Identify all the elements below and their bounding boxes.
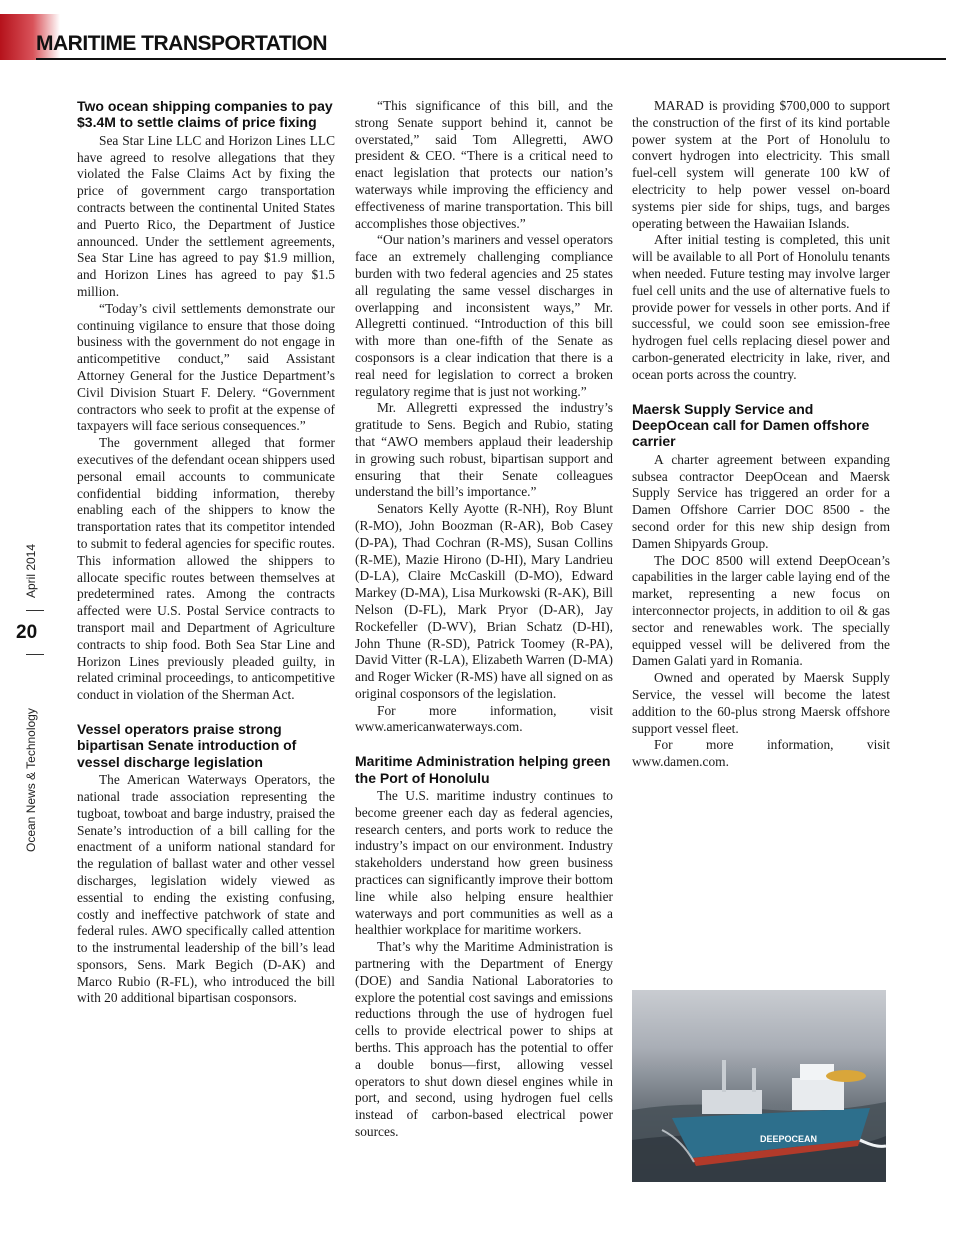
ship-illustration	[632, 990, 886, 1182]
article-paragraph: Owned and operated by Maersk Supply Service, the vessel will become the latest addition to the 60-plus strong Maersk offshore support vessel fleet.	[632, 670, 890, 736]
hull-lettering: DEEPOCEAN	[760, 1134, 818, 1144]
folio-divider	[26, 654, 44, 655]
ship-superstructure	[792, 1078, 844, 1110]
vessel-photo	[632, 990, 886, 1182]
article-headline: Two ocean shipping companies to pay $3.4M to settle claims of price fixing	[77, 98, 333, 131]
section-header	[0, 14, 960, 60]
article-paragraph: The American Waterways Operators, the national trade association representing the tugboat, towboat and barge industry, praised the Senate’s introduction of a bill calling for the enactment of a uniform national standard for the regulation of ballast water and other vessel discharges, legislation widely viewed as essential to ending the existing confusing, costly and ineffective patchwork of state and federal rules. AWO specifically called attention to the instrumental leadership of the bill’s lead sponsors, Sens. Mark Begich (D-AK) and Marco Rubio (R-FL), who introduced the bill with 20 additional bipartisan cosponsors.	[77, 772, 335, 1006]
article-headline: Vessel operators praise strong bipartisan Senate introduction of vessel discharge legislation	[77, 720, 297, 770]
issue-date: April 2014	[24, 543, 38, 598]
header-rule	[36, 58, 946, 60]
article-paragraph: After initial testing is completed, this unit will be available to all Port of Honolulu tenants when needed. Future testing may involve larger fuel cell units and the use of alternative fuels to provide power for vessels in other ports. And if successful, we could soon see emission-free hydrogen fuel cells replacing diesel power and carbon-generated electricity in lake, river, and ocean ports across the country.	[632, 232, 890, 382]
column-1	[77, 98, 335, 1007]
article-paragraph: The U.S. maritime industry continues to become greener each day as federal agencies, research centers, and ports work to reduce the industry’s impact on our environment. Industry stakeholders understand how green business practices can significantly improve their bottom line while also helping ensure healthier waterways and port communities as well as a healthier workplace for maritime workers.	[355, 788, 613, 938]
column-3	[632, 98, 890, 771]
section-title: MARITIME TRANSPORTATION	[36, 32, 328, 55]
article-paragraph: The DOC 8500 will extend DeepOcean’s capabilities in the larger cable laying end of the market, representing a new focus on interconnector projects, in addition to oil & gas sector and renewables work. The specially equipped vessel will be delivered from the Damen Galati yard in Romania.	[632, 552, 890, 669]
helideck	[826, 1070, 866, 1082]
folio-divider	[26, 610, 44, 611]
article-paragraph: Senators Kelly Ayotte (R-NH), Roy Blunt (R-MO), John Boozman (R-AR), Bob Casey (D-PA), Thad Cochran (R-MS), Susan Collins (R-ME), Mazie Hirono (D-HI), Mary Landrieu (D-LA), Claire McCaskill (D-MO), Edward Markey (D-MA), Lisa Murkowski (R-AK), Bill Nelson (D-FL), Mark Pryor (D-AR), Jay Rockefeller (D-WV), Brian Schatz (D-HI), John Thune (R-SD), Patrick Toomey (R-PA), David Vitter (R-LA), Elizabeth Warren (D-MA) and Roger Wicker (R-MS) have all signed on as original cosponsors of the legislation.	[355, 501, 613, 701]
article-paragraph: “This significance of this bill, and the strong Senate support behind it, cannot be overstated,” said Tom Allegretti, AWO president & CEO. “There is a critical need to enact legislation that protects our nation’s waterways while improving the efficiency and effectiveness of marine transportation. This bill accomplishes those objectives.”	[355, 98, 613, 231]
article-paragraph: “Today’s civil settlements demonstrate our continuing vigilance to ensure that those doing business with the government do not engage in anticompetitive conduct,” said Assistant Attorney General for the Justice Department’s Civil Division Stuart F. Delery. “Government contractors who seek to profit at the expense of taxpayers will face serious consequences.”	[77, 300, 335, 434]
side-folio	[18, 530, 58, 850]
article-paragraph: Sea Star Line LLC and Horizon Lines LLC have agreed to resolve allegations that they violated the False Claims Act by fixing the price of government cargo transportation contracts between the continental United States and Puerto Rico, the Department of Justice announced. Under the settlement agreements, Sea Star Line has agreed to pay $1.9 million, and Horizon Lines has agreed to pay $1.5 million.	[77, 132, 335, 299]
article-paragraph: Mr. Allegretti expressed the industry’s gratitude to Sens. Begich and Rubio, stating that “AWO members applaud their leadership in growing such robust, bipartisan support and ensuring that their Senate colleagues understand the bill’s importance.”	[355, 400, 613, 500]
article-paragraph: A charter agreement between expanding subsea contractor DeepOcean and Maersk Supply Service has triggered an order for a Damen Offshore Carrier DOC 8500 - the second order for this new ship design from Damen Shipyards Group.	[632, 451, 890, 551]
column-2	[355, 98, 613, 1141]
cable-carousel	[702, 1090, 762, 1114]
article-headline: Maritime Administration helping green the Port of Honolulu	[355, 753, 611, 786]
article-paragraph: “Our nation’s mariners and vessel operators face an extremely challenging compliance burden with two federal agencies and 25 states all regulating the same vessel discharges in overlapping and inconsistent ways,” Mr. Allegretti continued. “Introduction of this bill with more than one-fifth of the Senate as cosponsors is a clear indication that there is a real need for legislation to correct a broken regulatory regime that is just not working.”	[355, 232, 613, 399]
article-paragraph: The government alleged that former executives of the defendant ocean shippers used personal email accounts to communicate confidential bidding information, thereby enabling each of the shippers to know the transportation rates that its competitor intended to submit to federal agencies for specific routes. This information allowed the shippers to allocate specific routes between themselves at predetermined rates. Among the contracts affected were U.S. Postal Service contracts to transport mail and Department of Agriculture contracts to ship food. Both Sea Star Line and Horizon Lines previously pleaded guilty, in related criminal proceedings, to anticompetitive conduct in violation of the Sherman Act.	[77, 435, 335, 703]
publication-name: Ocean News & Technology	[24, 708, 38, 852]
article-paragraph: That’s why the Maritime Administration is partnering with the Department of Energy (DOE) and Sandia National Laboratories to explore the potential cost savings and emissions reductions through the use of hydrogen fuel cells to provide electrical power to ships at berths. This approach has the potential to offer a double bonus—first, allowing vessel operators to shut down diesel engines while in port, and second, using hydrogen fuel cells instead of carbon-based electrical power sources.	[355, 939, 613, 1140]
article-headline: Maersk Supply Service and DeepOcean call for Damen offshore carrier	[632, 400, 870, 450]
article-paragraph: For more information, visit www.damen.com.	[632, 737, 890, 770]
page-number: 20	[16, 622, 38, 643]
article-paragraph: For more information, visit www.americanwaterways.com.	[355, 702, 613, 735]
article-paragraph: MARAD is providing $700,000 to support the construction of the first of its kind portable power system at the Port of Honolulu to convert hydrogen into electricity. This small fuel-cell system will generate 100 kW of electricity to help power vessel on-board systems pier side for ships, tugs, and barges operating between the Hawaiian Islands.	[632, 98, 890, 231]
